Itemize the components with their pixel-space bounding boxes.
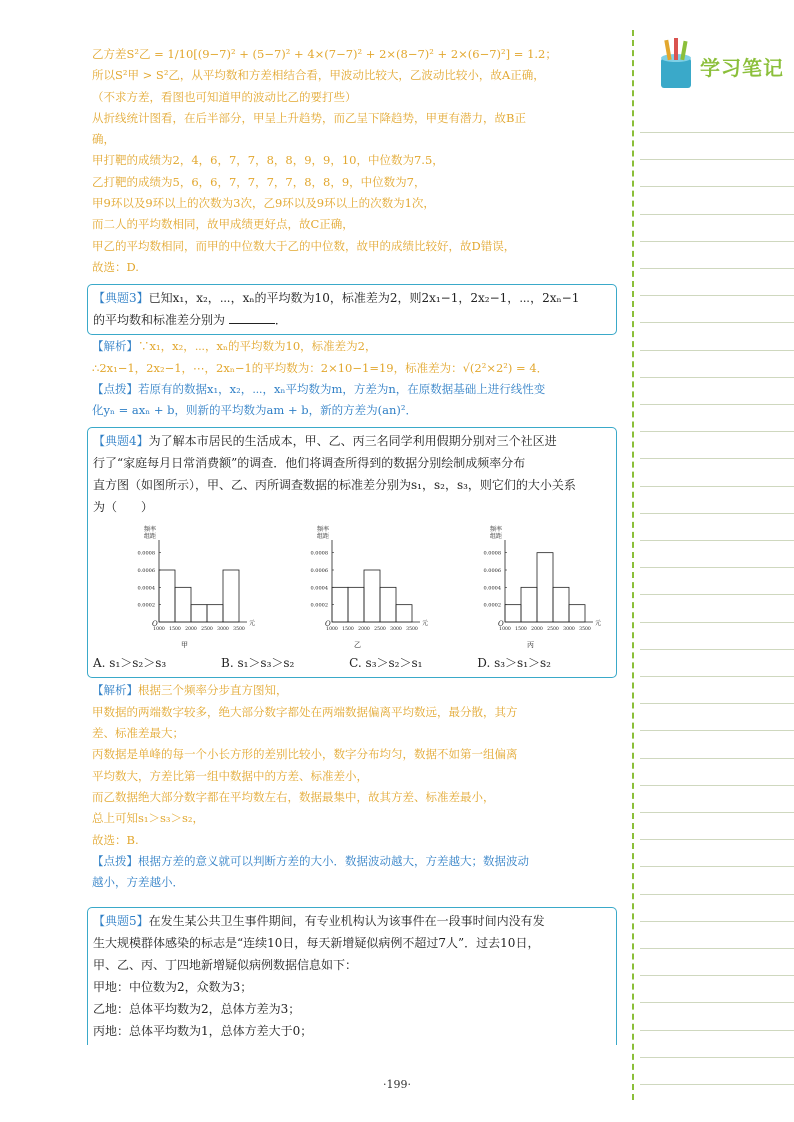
x-tick-label: 3000 bbox=[217, 627, 230, 633]
note-line bbox=[640, 186, 794, 187]
x-tick-label: 1500 bbox=[169, 627, 182, 633]
histogram-title: 乙 bbox=[353, 641, 361, 650]
solution-4-text: 总上可知s₁＞s₃＞s₂， bbox=[92, 811, 205, 826]
x-tick-label: 1500 bbox=[342, 627, 354, 633]
solution-line: 而二人的平均数相同，故甲成绩更好点，故C正确， bbox=[92, 217, 354, 232]
solution-4-line bbox=[92, 830, 612, 851]
note-line bbox=[640, 921, 794, 922]
x-axis-label: 元 bbox=[421, 620, 428, 628]
y-tick-label: 0.0004 bbox=[137, 585, 156, 592]
origin-label: O bbox=[152, 620, 159, 629]
x-tick-label: 1000 bbox=[326, 627, 338, 633]
histogram-bar bbox=[569, 605, 585, 622]
example-4-text-2: 行了“家庭每月日常消费额”的调查．他们将调查所得到的数据分别绘制成频率分布 bbox=[93, 456, 526, 471]
example-3-tail: ． bbox=[274, 313, 287, 328]
x-tick-label: 2500 bbox=[546, 627, 559, 633]
note-line bbox=[640, 377, 794, 378]
note-line bbox=[640, 730, 794, 731]
example-5-text: 乙地：总体平均数为2，总体方差为3； bbox=[93, 1002, 301, 1017]
histogram-bar bbox=[223, 570, 239, 622]
histograms bbox=[93, 522, 611, 652]
solution-4-line bbox=[92, 723, 612, 744]
solution-top bbox=[92, 44, 612, 278]
solution-4-line bbox=[92, 744, 612, 765]
solution-line: 从折线统计图看，在后半部分，甲呈上升趋势，而乙呈下降趋势，甲更有潜力，故B正 bbox=[92, 110, 526, 125]
notes-divider bbox=[632, 30, 634, 1100]
y-tick-label: 0.0006 bbox=[310, 568, 328, 575]
histogram-jia bbox=[104, 522, 254, 652]
example-3-box bbox=[87, 284, 617, 335]
solution-4-line bbox=[92, 766, 612, 787]
y-tick-label: 0.0008 bbox=[310, 551, 328, 558]
page-number: ·199· bbox=[383, 1078, 411, 1091]
note-line bbox=[640, 431, 794, 432]
example-3-text-2: 的平均数和标准差分别为 bbox=[93, 313, 226, 328]
solution-4-line bbox=[92, 702, 612, 723]
note-line bbox=[640, 350, 794, 351]
solution-line: 甲乙的平均数相同，而甲的中位数大于乙的中位数，故甲的成绩比较好，故D错误， bbox=[92, 238, 516, 253]
example-5-text: 生大规模群体感染的标志是“连续10日，每天新增疑似病例不超过7人”．过去10日， bbox=[93, 936, 540, 951]
solution-3-line-2: ∴2x₁−1，2x₂−1，⋯，2xₙ−1的平均数为：2×10−1=19，标准差为：√(2²×2²) = 4． bbox=[92, 360, 549, 375]
solution-line: 乙打靶的成绩为5，6，6，7，7，7，7，8，8，9，中位数为7， bbox=[92, 174, 426, 189]
example-3-text-1: 已知x₁，x₂，⋯，xₙ的平均数为10，标准差为2，则2x₁−1，2x₂−1，⋯，2xₙ−1 bbox=[148, 291, 580, 306]
x-tick-label: 3000 bbox=[390, 627, 402, 633]
x-tick-label: 3500 bbox=[233, 627, 246, 633]
note-line bbox=[640, 322, 794, 323]
main-content bbox=[92, 44, 612, 1045]
x-axis-label: 元 bbox=[594, 620, 601, 628]
x-tick-label: 1000 bbox=[153, 627, 166, 633]
x-tick-label: 2000 bbox=[530, 627, 543, 633]
histogram-yi bbox=[277, 522, 427, 652]
y-axis-label-2: 组距 bbox=[316, 533, 329, 541]
histogram-title: 甲 bbox=[181, 641, 189, 650]
option-b[interactable]: B. s₁＞s₃＞s₂ bbox=[221, 656, 295, 671]
histogram-bar bbox=[380, 588, 396, 623]
note-line bbox=[640, 404, 794, 405]
note-line bbox=[640, 1002, 794, 1003]
example-5-line bbox=[93, 998, 611, 1020]
histogram-bar bbox=[207, 605, 223, 622]
solution-4-text: 故选：B. bbox=[92, 832, 139, 847]
histogram-bar bbox=[191, 605, 207, 622]
example-5-line bbox=[93, 910, 611, 932]
histogram-bar bbox=[505, 605, 521, 622]
histogram-bar bbox=[348, 588, 364, 623]
x-tick-label: 2500 bbox=[374, 627, 386, 633]
tip-4-line-1 bbox=[92, 851, 612, 872]
note-line bbox=[640, 241, 794, 242]
histogram-bar bbox=[364, 570, 380, 622]
y-tick-label: 0.0002 bbox=[137, 603, 156, 610]
solution-3-tag: 【解析】 bbox=[92, 339, 138, 354]
note-line bbox=[640, 567, 794, 568]
tip-4-tag: 【点拨】 bbox=[92, 853, 138, 868]
origin-label: O bbox=[497, 620, 504, 629]
y-axis-label: 频率 bbox=[316, 526, 329, 534]
solution-line: 甲打靶的成绩为2，4，6，7，7，8，8，9，9，10，中位数为7.5， bbox=[92, 153, 444, 168]
solution-4-text: 丙数据是单峰的每一个小长方形的差别比较小，数字分布均匀，数据不如第一组偏离 bbox=[92, 747, 518, 762]
note-line bbox=[640, 458, 794, 459]
histogram-bar bbox=[553, 588, 569, 623]
example-5-line bbox=[93, 1020, 611, 1042]
tip-4-text: 根据方差的意义就可以判断方差的大小．数据波动越大，方差越大；数据波动 bbox=[138, 853, 529, 868]
histogram-title: 丙 bbox=[526, 641, 534, 650]
notes-icon bbox=[655, 36, 699, 90]
options bbox=[93, 652, 611, 674]
y-axis-label: 频率 bbox=[144, 526, 157, 534]
x-tick-label: 1000 bbox=[498, 627, 511, 633]
note-line bbox=[640, 812, 794, 813]
example-5-text: 甲、乙、丙、丁四地新增疑似病例数据信息如下： bbox=[93, 958, 358, 973]
x-tick-label: 1500 bbox=[514, 627, 527, 633]
note-line bbox=[640, 214, 794, 215]
y-tick-label: 0.0002 bbox=[483, 603, 501, 610]
example-5-line bbox=[93, 954, 611, 976]
example-5-text: 丙地：总体平均数为1，总体方差大于0； bbox=[93, 1024, 313, 1039]
x-axis-label: 元 bbox=[249, 620, 256, 628]
y-tick-label: 0.0002 bbox=[310, 603, 328, 610]
y-tick-label: 0.0006 bbox=[483, 568, 501, 575]
y-tick-label: 0.0008 bbox=[137, 551, 156, 558]
solution-line: 乙方差S²乙 = 1/10[(9−7)² + (5−7)² + 4×(7−7)² + 2×(8−7)² + 2×(6−7)²] = 1.2； bbox=[92, 47, 557, 61]
solution-4-text: 甲数据的两端数字较多，绝大部分数字都处在两端数据偏离平均数远，最分散，其方 bbox=[92, 704, 518, 719]
example-4-tag: 【典题4】 bbox=[93, 434, 149, 449]
histogram-bar bbox=[175, 588, 191, 623]
note-line bbox=[640, 486, 794, 487]
example-5-text: 在发生某公共卫生事件期间，有专业机构认为该事件在一段事时间内没有发 bbox=[148, 914, 545, 929]
solution-line: 所以S²甲 > S²乙，从平均数和方差相结合看，甲波动比较大，乙波动比较小，故A正确， bbox=[92, 68, 545, 83]
note-line bbox=[640, 268, 794, 269]
note-line bbox=[640, 622, 794, 623]
tip-3-line-1: 若原有的数据x₁，x₂，⋯，xₙ平均数为m，方差为n，在原数据基础上进行线性变 bbox=[138, 381, 546, 396]
y-tick-label: 0.0004 bbox=[310, 585, 328, 592]
tip-3-tag: 【点拨】 bbox=[92, 381, 138, 396]
x-tick-label: 3500 bbox=[578, 627, 591, 633]
solution-4-text: 根据三个频率分步直方图知， bbox=[138, 683, 288, 698]
solution-3 bbox=[92, 336, 612, 421]
note-line bbox=[640, 975, 794, 976]
example-4-box bbox=[87, 427, 617, 678]
histogram-bar bbox=[159, 570, 175, 622]
option-c[interactable]: C. s₃＞s₂＞s₁ bbox=[349, 656, 423, 671]
tip-4-line-2: 越小，方差越小． bbox=[92, 875, 184, 890]
histogram-bing bbox=[450, 522, 600, 652]
option-d[interactable]: D. s₃＞s₁＞s₂ bbox=[477, 656, 551, 671]
note-line bbox=[640, 159, 794, 160]
example-4-text-1: 为了解本市居民的生活成本，甲、乙、丙三名同学利用假期分别对三个社区进 bbox=[148, 434, 557, 449]
note-line bbox=[640, 132, 794, 133]
origin-label: O bbox=[324, 620, 331, 629]
y-axis-label-2: 组距 bbox=[144, 533, 157, 541]
solution-line: 故选：D. bbox=[92, 259, 139, 274]
note-line bbox=[640, 758, 794, 759]
note-line bbox=[640, 594, 794, 595]
histogram-bar bbox=[537, 553, 553, 622]
note-line bbox=[640, 1030, 794, 1031]
example-5-box bbox=[87, 907, 617, 1045]
solution-4 bbox=[92, 680, 612, 893]
solution-4-text: 差、标准差最大； bbox=[92, 726, 184, 741]
solution-line: 确， bbox=[92, 132, 115, 147]
example-5-text: 甲地：中位数为2，众数为3； bbox=[93, 980, 253, 995]
note-line bbox=[640, 540, 794, 541]
y-axis-label: 频率 bbox=[489, 526, 502, 534]
note-line bbox=[640, 513, 794, 514]
notes-title: 学习笔记 bbox=[700, 56, 784, 80]
y-tick-label: 0.0006 bbox=[137, 568, 156, 575]
example-4-text-3: 直方图（如图所示），甲、乙、丙所调查数据的标准差分别为s₁，s₂，s₃，则它们的大小关系 bbox=[93, 478, 576, 493]
x-tick-label: 2000 bbox=[185, 627, 198, 633]
example-5-tag: 【典题5】 bbox=[93, 914, 149, 929]
histogram-bar bbox=[521, 588, 537, 623]
example-4-text-4: 为（ ） bbox=[93, 500, 154, 515]
note-line bbox=[640, 649, 794, 650]
note-line bbox=[640, 676, 794, 677]
example-5-line bbox=[93, 932, 611, 954]
solution-3-line-1: ∵x₁，x₂，⋯，xₙ的平均数为10，标准差为2， bbox=[138, 339, 377, 354]
note-line bbox=[640, 948, 794, 949]
example-5-line bbox=[93, 976, 611, 998]
x-tick-label: 2000 bbox=[358, 627, 370, 633]
tip-3-line-2: 化yₙ = axₙ + b，则新的平均数为am + b，新的方差为(an)²． bbox=[92, 403, 417, 418]
solution-line: （不求方差，看图也可知道甲的波动比乙的要打些） bbox=[92, 89, 357, 104]
x-tick-label: 3500 bbox=[406, 627, 418, 633]
histogram-bar bbox=[396, 605, 412, 622]
option-a[interactable]: A. s₁＞s₂＞s₃ bbox=[93, 656, 167, 671]
solution-4-line bbox=[92, 808, 612, 829]
y-axis-label-2: 组距 bbox=[489, 533, 502, 541]
solution-line: 甲9环以及9环以上的次数为3次，乙9环以及9环以上的次数为1次， bbox=[92, 196, 435, 211]
y-tick-label: 0.0008 bbox=[483, 551, 501, 558]
solution-4-tag: 【解析】 bbox=[92, 683, 138, 698]
note-line bbox=[640, 866, 794, 867]
example-3-tag: 【典题3】 bbox=[93, 291, 149, 306]
x-tick-label: 3000 bbox=[562, 627, 575, 633]
note-line bbox=[640, 1057, 794, 1058]
note-line bbox=[640, 894, 794, 895]
solution-4-line bbox=[92, 680, 612, 701]
note-line bbox=[640, 703, 794, 704]
solution-4-text: 而乙数据绝大部分数字都在平均数左右，数据最集中，故其方差、标准差最小， bbox=[92, 789, 495, 804]
histogram-bar bbox=[332, 588, 348, 623]
note-line bbox=[640, 785, 794, 786]
note-line bbox=[640, 295, 794, 296]
answer-blank bbox=[229, 311, 275, 324]
y-tick-label: 0.0004 bbox=[483, 585, 501, 592]
solution-4-text: 平均数大，方差比第一组中数据中的方差、标准差小， bbox=[92, 768, 368, 783]
note-line bbox=[640, 839, 794, 840]
x-tick-label: 2500 bbox=[201, 627, 214, 633]
solution-4-line bbox=[92, 787, 612, 808]
